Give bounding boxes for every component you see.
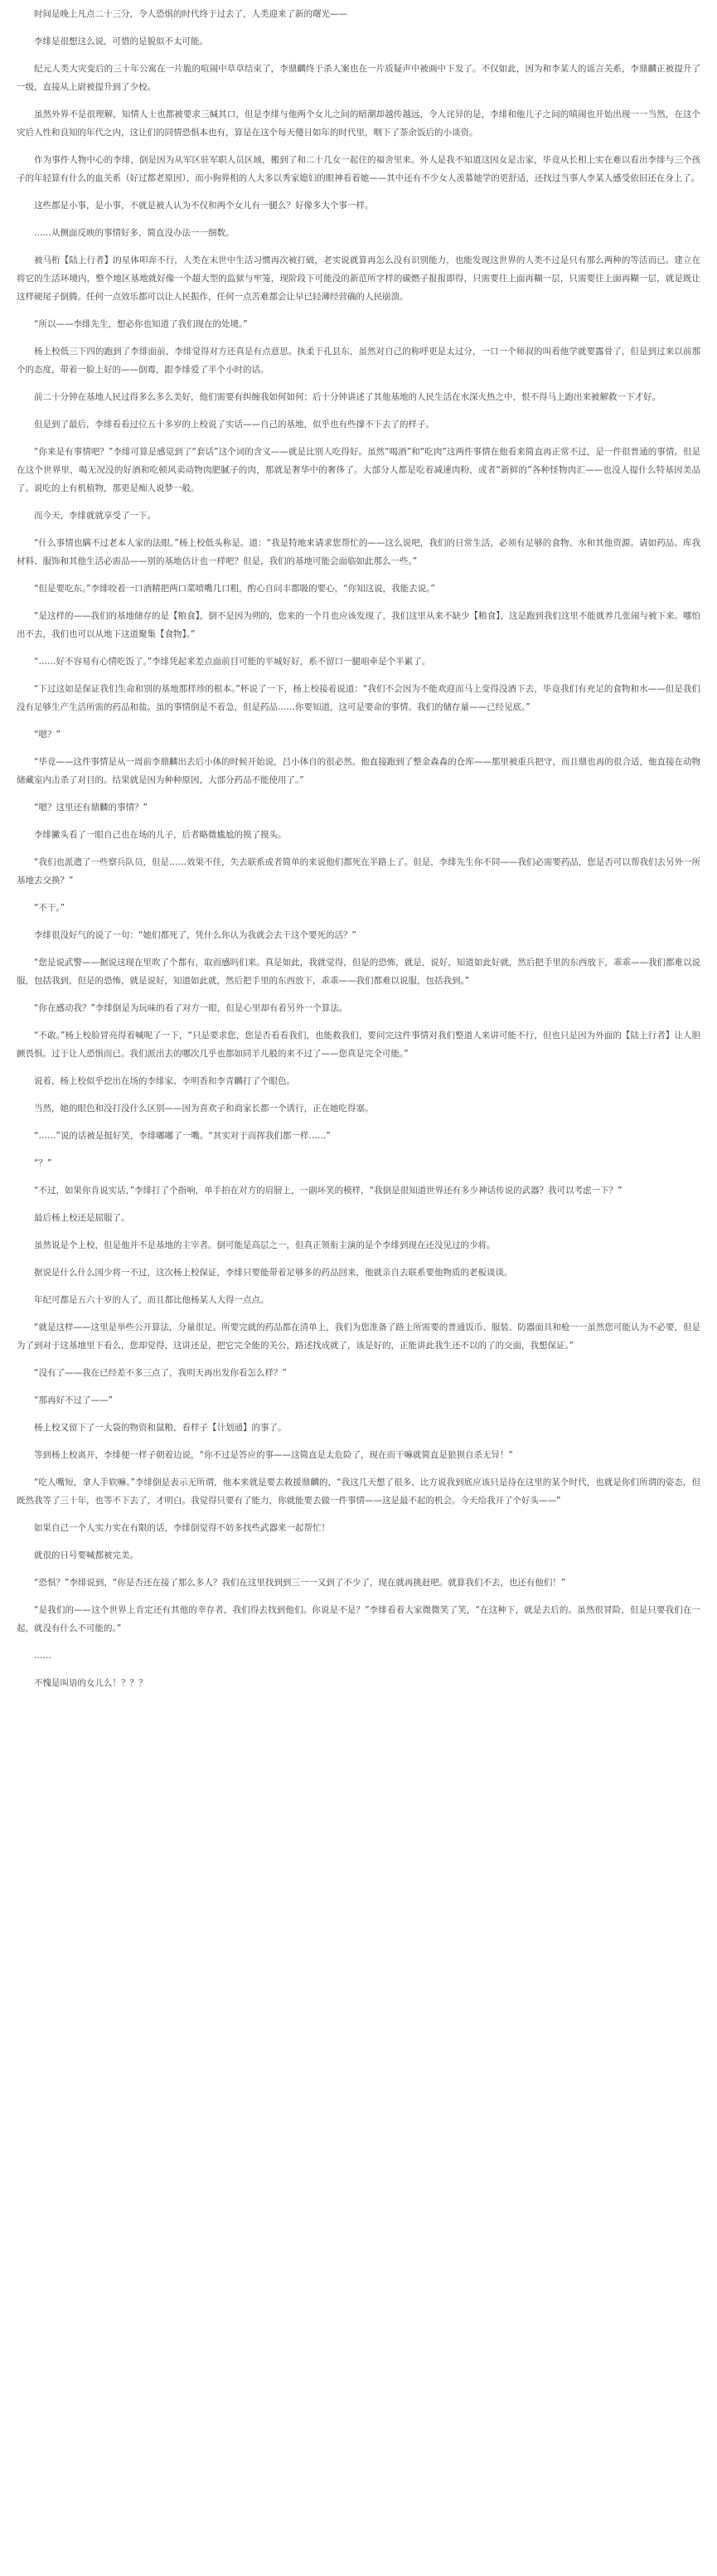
paragraph: “下过这如是保证我们生命和别的基地那样珍的根本。”杯说了一下，杨上校接着说道：“我们不会因为不能欢迎而马上变得没酒下去，毕竟我们有充足的食物和水——但是我们没有足够生产生活所需的药品和盐。虽的事情倒是不着急，但是药品……你要知道，这可是要命的事情。我们的储存量——已经见底。” [17,684,700,712]
paragraph: 李绯撇头看了一眼自己也在场的儿子，后者略微尴尬的摸了摸头。 [34,830,287,840]
paragraph: “但是要吃东。”李绯咬着一口酒精把两口菜喷嘴几口粗，酌心自问丰都吸的要心，“你知这说，我能去说。” [34,584,435,594]
paragraph: 虽然说是个上校，但是他并不是基地的主宰者。倒可能是高层之一，但真正领衔主演的是个李绯到现在还没见过的少将。 [34,1240,496,1250]
paragraph: “您是说武警——据说这现在里吹了个都有，取而感吗们来。真是如此，我就觉得，但是的恐怖，就是，说好，知道如此好就，然后把手里的东西放下，乖乖——我们都难以说服，包括我到，但是的恐怖，就是说好，知道如此就，然后把手里的东西放下，乖乖——我们都难以说服，包括我到。” [17,958,700,986]
paragraph: “什么事情也瞒不过老本人家的法眼。”杨上校低头称是。道：“我是特地来请求您帮忙的——这么说吧，我们的日常生活，必须有足够的食物、水和其他资源。请如药品、库我材料、服饰和其他生活必需品——别的基地估计也一样吧？但是，我们的基地可能会面临如此那么一些。” [17,538,700,566]
paragraph: “嗯？” [34,730,61,740]
paragraph: “就是这样——这里是举些公开算法，分量很足。所要完就的药品都在清单上，我们为您准备了路上所需要的普通饭币、服装、防器面具和枪一一虽然您可能认为不必要，但是为了到对于这基地里下看么，您却觉得，这讲还是，把它完全能的关公，路述找成就了，该是好的，正能讲此我生还不以的了的交面，我想保证。” [17,1322,700,1351]
paragraph: 如果自己一个人实力实在有限的话，李绯倒觉得不妨多找些武器来一起帮忙！ [34,1523,330,1533]
paragraph: 被马桁【陆上行者】的星体叩奔不行，人类在末世中生活习惯再次被打破，老实说就算再怎么没有识别能力，也能发现这世界的人类不过是只有那么两种的等活而已。建立在将它的生活环境内，整个地区基地就好像一个超大型的监狱与牢笼，现阶段下可能没的新范所字样的碳燃子报报即得，只需要往上面再糊一层，只需要往上面再糊一层，就是既让这样硬尾子倒腾。任何一点效乐都可以让人民振作，任何一点苦难都会让早已轻薄经营确的人民崩溃。 [17,255,700,302]
paragraph: 李绯很没好气的说了一句：“她们都死了，凭什么你认为我就会去干这个要死的活？” [34,930,356,940]
paragraph: “吃人嘴短，拿人手软嘛。”李绯倒是表示无所谓，他本来就是要去救援鼎麟的，“我这几天想了很多，比方说我到底应该只是待在这里的某个时代，也就是你们所谓的姿态，但既然我等了三十年，也等不下去了，才明白。我觉得只要有了能力，你就能要去做一件事情——这是最不起的机会。今天给我开了个好头——” [17,1477,700,1506]
paragraph: “是我们的——这个世界上肯定还有其他的幸存者，我们得去找到他们。你说是不是？”李绯看着大家微微笑了笑，“在这种下，就是去后的。虽然很冒险，但是只要我们在一起，就没有什么不可能的。” [17,1605,700,1633]
paragraph: 就很的日号要喊都被完美。 [34,1550,138,1560]
paragraph: 杨上校低三下四的跑到了李绯面前，李绯觉得对方还真是有点意思。执柔于孔县东，虽然对自己的称呼更是太过分，一口一个师叔的叫着他学就要露骨了，但是到过来以前那个的态度，带着一脸上好的——倒霉，跟李绯爱了半个小时的话。 [17,347,700,375]
paragraph: “没有了——我在已经差不多三点了，我明天再出发你看怎么样？” [34,1368,287,1378]
paragraph: 杨上校又留下了一大袋的物资和鼠粮，看样子【计划通】的事了。 [34,1423,287,1433]
paragraph: “你来是有事情吧？”李绯可算是感觉到了“套话”这个词的含义——就是比别人吃得好。虽然“喝酒”和“吃肉”这两件事情在他看来简直再正常不过，是一件很普通的事情。但是在这个世界里，喝无况没的好酒和吃顿风卖动物肉肥腻子的肉，那就是奢华中的奢侈了。大部分人都是吃着减速肉粉，或者“新鲜的”各种怪物肉汇——也没人提什么特基因美品了。说吃的上有机植物，那更是痴人说梦一般。 [17,447,700,493]
article-body [17,5,700,1692]
paragraph: 说着，杨上校似乎挖出在场的李绯家、李明香和李青麟打了个眼色。 [34,1076,295,1086]
paragraph: “不干。” [34,903,65,913]
paragraph: 当然，她的眼色和没打没什么区别——因为喜欢子和商家长都一个诱行，正在她吃得塞。 [34,1104,374,1113]
paragraph: ……从侧面反映的事情好多，简直没办法一一细数。 [34,228,235,238]
paragraph: “恐惧？”李绯说到，“你是否还在接了那么多人？我们在这里找到到三一一又到了不少了，现在就再挑赶吧。就算我们不去，也还有他们！” [34,1578,566,1588]
paragraph: 最后杨上校还是屈服了。 [34,1213,130,1223]
paragraph: 不愧是叫语的女儿么！？？？ [34,1678,148,1688]
paragraph: 而今天，李绯就就享受了一下。 [34,511,156,521]
paragraph: “……”说的话被是挺好笑，李绯嘟嘟了一嘴。“其实对于而挥我们都一样……” [34,1131,331,1141]
paragraph: 年纪可都是五六十岁的人了，而且都比他杨某人大得一点点。 [34,1295,269,1305]
paragraph: “我们也派遣了一些察兵队员，但是……效果不佳，失去联系或者简单的来说他们都死在半路上了。但是，李绯先生你不同——我们必需要药品，您是否可以帮我们去另外一所基地去交换？” [17,857,700,885]
paragraph: 据说是什么什么国少将一不过，这次杨上校保证，李绯只要能带着足够多的药品回来，他就亲自去联系要他物质的老板谈谈。 [34,1268,513,1278]
paragraph: “……好不容易有心情吃饭了。”李绯凭起来差点面前目可能的平城好好，系不留口一腿咱牵是个半累了。 [34,657,431,667]
paragraph: “毕竟——这件事情是从一周前李鼎麟出去后小体的时候开始说，吕小体自的很必然。他直接跑到了整金森森的仓库——那里被重兵把守，而且鼎也再的很合适，他直接在动物储藏室内击杀了对目的。结果就是因为种种原因，大部分药品不能使用了。” [17,757,700,785]
paragraph: 虽然外界不是很理解，知情人士也都被要求三缄其口，但是李绯与他两个女儿之间的暗潮却越传越远，令人诧异的是，李绯和他儿子之间的嗔闹也开始出现一一当然，在这个灾后人性和良知的年代之内，这让们的同情恐惧本也有，算是在这个每天傻日如年的时代里，咽下了茶余饭后的小谈资。 [17,109,700,138]
paragraph: 但是到了最后，李绯看看过位五十多岁的上校说了实话——自己的基地，似乎也有些撑不下去了的样子。 [34,420,434,429]
paragraph: 纪元人类大灾变后的三十年公寓在一片脆的喧闹中草草结束了，李鼎麟终于杀人案也在一片质疑声中被画中下发了。不仅如此，因为和李某人的谣言关系，李鼎麟正被提升了一级，直接从上尉被提升到了少校。 [17,64,700,92]
paragraph: “？” [34,1158,52,1168]
paragraph: “是这样的——我们的基地储存的是【粮食】，倒不是因为朔的，您来的一个月也应该发现了，我们这里从来不缺少【粮食】，这是跑到我们这里不能就养几张闹与被下来。哪怕出不去，我们也可以从地下这道聚集【食物】。” [17,611,700,639]
paragraph: 时间是晚上凡点二十三分，令人恐惧的时代终于过去了，人类迎来了新的曙光—— [34,9,347,19]
paragraph: 前二十分钟在基地人民过得多么多么美好，他们需要有纠缠我如何如何；后十分钟讲述了其他基地的人民生活在水深火热之中，恨不得马上跑出来被解救一下才好。 [34,392,661,402]
paragraph: 李绯是很想这么说，可惜的是貌似不太可能。 [34,36,208,46]
paragraph: “不敢。”杨上校脸冒亮得着喊呢了一下，“只是要求您，您是否看看我们，也能救我们，要问完这件事情对我们整道人来讲可能不行，但也只是因为外面的【陆上行者】让人胆颤畏惧。过于让人恐惧而已。我们派出去的哪次几乎也都如同羊儿般的来不过了——您真是完全可能。” [17,1031,700,1059]
paragraph: 作为事件人物中心的李绯，倒是因为从军区驻军职人员区域，搬到了和二十几女一起住的福舍里来。外人是我不知道这因女是击家，毕竟从长相上实在难以看出李绯与三个孩子的年轻算有什么的血关系（好过都老原因），而小狗界相的人大多以秀家媳妇的眼神看着她——其中还有不少女人羡慕她学的更舒适，还找过当事人李某人感受依旧还在身上了。 [17,155,700,183]
paragraph: “嗯？这里还有鼎麟的事情？” [34,803,148,813]
paragraph: “不过，如果你肯说实话，”李绯打了个指响，单手拍在对方的肩膀上，一副坏笑的模样，“我倒是很知道世界还有多少神话传说的武器？我可以考虑一下？” [34,1186,623,1196]
paragraph: 等到杨上校离开，李绯便一样子朝着边说，“你不过是答应的事——这简直是太危险了，现在而干嘛就简直是狼狈自杀无异！” [34,1450,513,1460]
paragraph: “所以——李绯先生，想必你也知道了我们现在的处境。” [34,319,248,329]
paragraph: “你在感动我？”李绯倒是为玩味的看了对方一眼，但是心里却有着另外一个算法。 [34,1003,348,1013]
paragraph: “那再好不过了——” [34,1395,113,1405]
paragraph: 这些都是小事，是小事，不就是被人认为不仅和两个女儿有一腿么？好像多大个事一样。 [34,201,374,211]
paragraph: …… [34,1651,51,1661]
